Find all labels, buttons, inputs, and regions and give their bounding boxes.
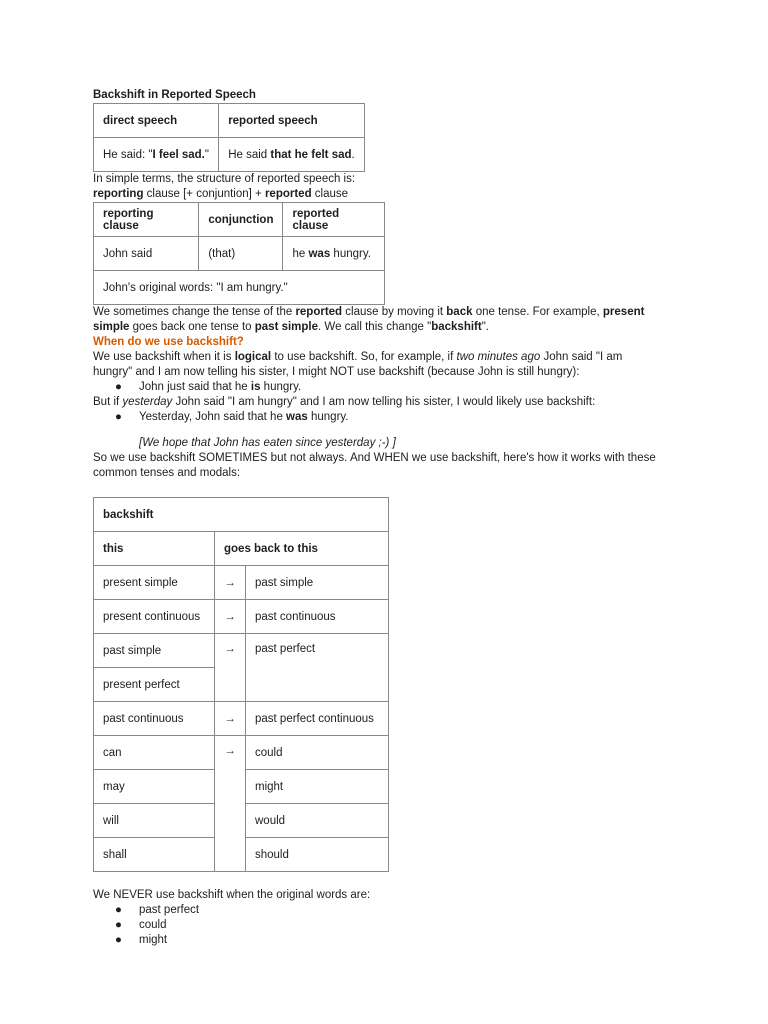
arrow-icon: → — [215, 634, 246, 702]
paragraph: So we use backshift SOMETIMES but not always. And WHEN we use backshift, here's how it works with these — [93, 452, 656, 464]
table-cell: might — [246, 770, 389, 804]
paragraph: We sometimes change the tense of the reported clause by moving it back one tense. For example, present — [93, 306, 645, 318]
paragraph: hungry" and I am now telling his sister, I might NOT use backshift (because John is still hungry): — [93, 366, 580, 378]
table-header: reporting clause — [94, 203, 199, 237]
table-title-cell: backshift — [94, 498, 389, 532]
document-title: Backshift in Reported Speech — [93, 89, 256, 101]
table-cell: he was hungry. — [283, 237, 385, 271]
table-cell: past continuous — [246, 600, 389, 634]
table-cell: present perfect — [94, 668, 215, 702]
paragraph: We NEVER use backshift when the original words are: — [93, 889, 371, 901]
direct-reported-table — [93, 103, 365, 172]
table-cell: past continuous — [94, 702, 215, 736]
table-cell: can — [94, 736, 215, 770]
backshift-table — [93, 497, 389, 872]
table-cell: could — [246, 736, 389, 770]
table-cell: present continuous — [94, 600, 215, 634]
structure-table — [93, 202, 385, 305]
table-cell: John said — [94, 237, 199, 271]
table-cell: He said that he felt sad. — [219, 138, 365, 172]
table-cell: past simple — [94, 634, 215, 668]
arrow-icon: → — [215, 600, 246, 634]
list-item: ● could — [115, 919, 167, 931]
table-header: reported speech — [219, 104, 365, 138]
list-item: ● Yesterday, John said that he was hungry. — [115, 411, 349, 423]
paragraph: We use backshift when it is logical to use backshift. So, for example, if two minutes ago John said "I am — [93, 351, 623, 363]
list-item: ● past perfect — [115, 904, 200, 916]
paragraph: simple goes back one tense to past simple. We call this change "backshift". — [93, 321, 489, 333]
list-item: ● might — [115, 934, 168, 946]
table-cell: (that) — [199, 237, 283, 271]
table-header: direct speech — [94, 104, 219, 138]
document-page — [93, 88, 673, 948]
table-cell: He said: "I feel sad." — [94, 138, 219, 172]
intro-line: In simple terms, the structure of reported speech is: — [93, 173, 356, 185]
note: [We hope that John has eaten since yesterday ;-) ] — [139, 437, 396, 449]
table-header: goes back to this — [215, 532, 389, 566]
table-footer-cell: John's original words: "I am hungry." — [94, 271, 385, 305]
paragraph: But if yesterday John said "I am hungry" and I am now telling his sister, I would likely use backshift: — [93, 396, 596, 408]
table-cell: past perfect continuous — [246, 702, 389, 736]
table-header: reported clause — [283, 203, 385, 237]
arrow-icon: → — [215, 702, 246, 736]
section-heading: When do we use backshift? — [93, 336, 244, 348]
table-cell: should — [246, 838, 389, 872]
list-item: ● John just said that he is hungry. — [115, 381, 302, 393]
table-cell: past simple — [246, 566, 389, 600]
structure-line: reporting clause [+ conjuntion] + reported clause — [93, 188, 349, 200]
table-cell: would — [246, 804, 389, 838]
bullet-icon: ● — [115, 411, 122, 423]
table-cell: shall — [94, 838, 215, 872]
arrow-icon: → — [215, 566, 246, 600]
paragraph: common tenses and modals: — [93, 467, 241, 479]
arrow-icon: → — [215, 736, 246, 872]
table-cell: present simple — [94, 566, 215, 600]
table-header: this — [94, 532, 215, 566]
bullet-icon: ● — [115, 904, 122, 916]
bullet-icon: ● — [115, 381, 122, 393]
table-cell: will — [94, 804, 215, 838]
table-cell: past perfect — [246, 634, 389, 702]
bullet-icon: ● — [115, 934, 122, 946]
table-cell: may — [94, 770, 215, 804]
bullet-icon: ● — [115, 919, 122, 931]
table-header: conjunction — [199, 203, 283, 237]
